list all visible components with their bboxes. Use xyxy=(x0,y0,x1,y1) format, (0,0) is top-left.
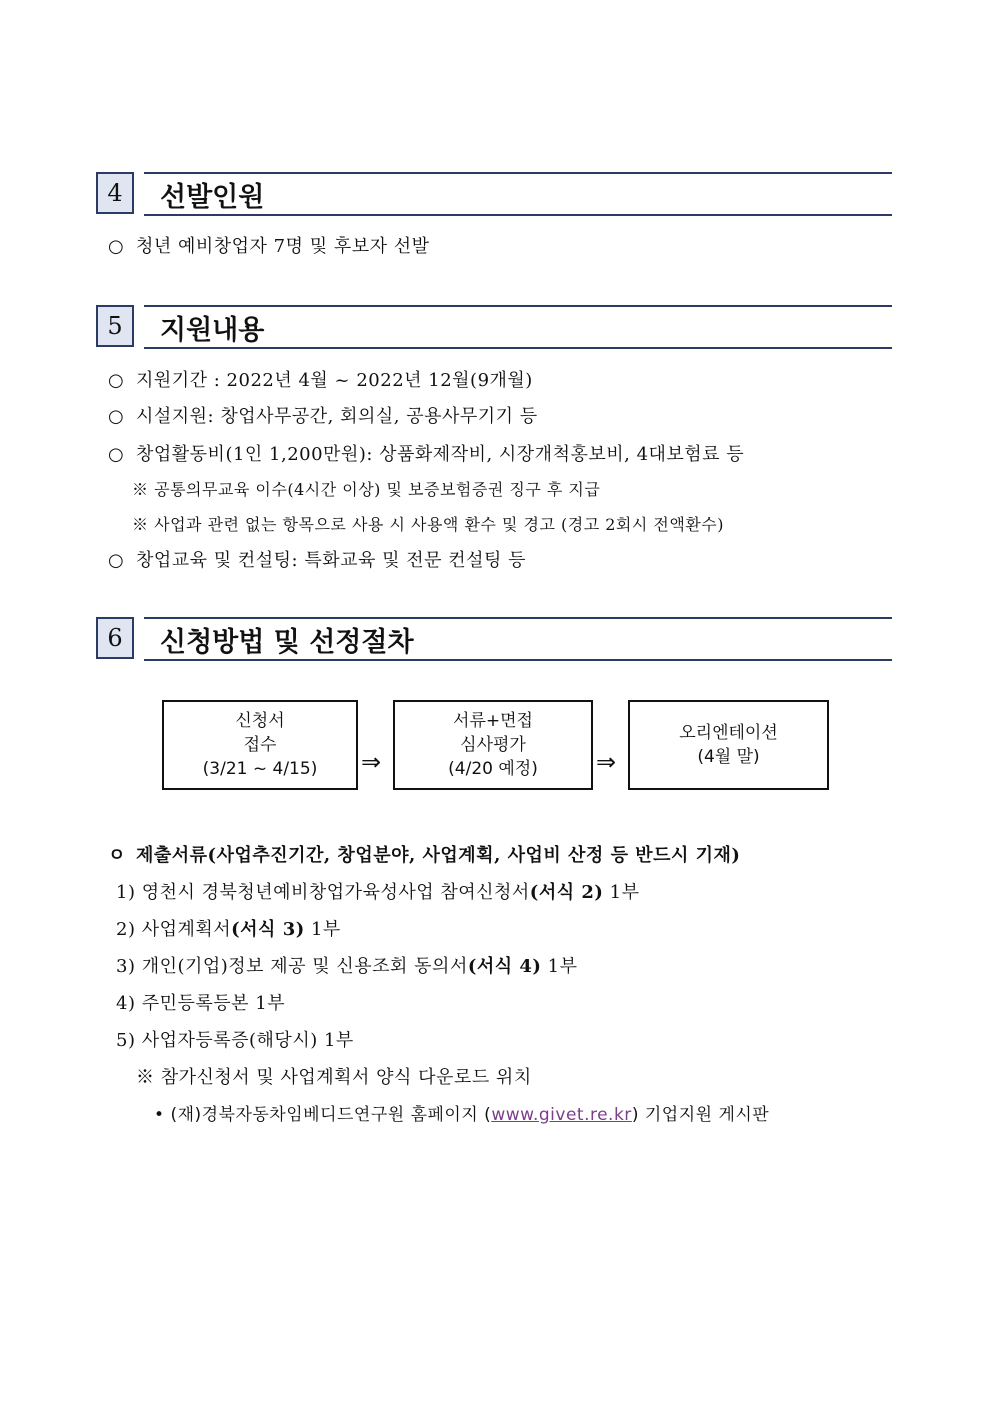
activity-note-1: ※ 공통의무교육 이수(4시간 이상) 및 보증보험증권 징구 후 지급 xyxy=(132,480,601,499)
bullet-icon: ㅇ xyxy=(108,845,126,866)
section-number-box: 5 xyxy=(96,305,134,347)
document-item-4: 4) 주민등록등본 1부 xyxy=(116,993,286,1014)
flow-arrow-icon: ⇒ xyxy=(596,748,617,776)
bullet-circle-icon: ○ xyxy=(108,236,125,257)
section-title: 선발인원 xyxy=(160,182,265,213)
bullet-circle-icon: ○ xyxy=(108,550,125,571)
header-rule-bottom xyxy=(144,214,892,216)
documents-heading: ㅇ 제출서류(사업추진기간, 창업분야, 사업계획, 사업비 산정 등 반드시 기재) xyxy=(108,841,740,867)
selection-count-item: ○ 청년 예비창업자 7명 및 후보자 선발 xyxy=(108,236,430,257)
bullet-dot-icon: • xyxy=(154,1105,165,1125)
header-rule-top xyxy=(144,617,892,619)
document-item-5: 5) 사업자등록증(해당시) 1부 xyxy=(116,1030,354,1051)
support-period-item: ○ 지원기간 : 2022년 4월 ~ 2022년 12월(9개월) xyxy=(108,370,533,391)
education-item: ○ 창업교육 및 컨설팅: 특화교육 및 전문 컨설팅 등 xyxy=(108,550,526,571)
activity-fund-item: ○ 창업활동비(1인 1,200만원): 상품화제작비, 시장개척홍보비, 4대보험료 등 xyxy=(108,444,745,465)
flow-step-review: 서류+면접 심사평가 (4/20 예정) xyxy=(393,700,593,790)
header-rule-bottom xyxy=(144,659,892,661)
bullet-circle-icon: ○ xyxy=(108,444,125,465)
flow-step-application: 신청서 접수 (3/21 ~ 4/15) xyxy=(162,700,358,790)
flow-arrow-icon: ⇒ xyxy=(361,748,382,776)
section-header-4 xyxy=(96,172,892,218)
flow-step-orientation: 오리엔테이션 (4월 말) xyxy=(628,700,829,790)
header-rule-top xyxy=(144,305,892,307)
section-number-box: 4 xyxy=(96,172,134,214)
section-title: 신청방법 및 선정절차 xyxy=(160,627,414,658)
section-title: 지원내용 xyxy=(160,315,265,346)
reference-mark-icon: ※ xyxy=(132,480,149,499)
download-note: ※ 참가신청서 및 사업계획서 양식 다운로드 위치 xyxy=(136,1067,532,1088)
section-header-5 xyxy=(96,305,892,351)
section-number-box: 6 xyxy=(96,617,134,659)
header-rule-bottom xyxy=(144,347,892,349)
bullet-circle-icon: ○ xyxy=(108,370,125,391)
website-link[interactable]: www.givet.re.kr xyxy=(491,1105,632,1125)
activity-note-2: ※ 사업과 관련 없는 항목으로 사용 시 사용액 환수 및 경고 (경고 2회시 전액환수) xyxy=(132,515,724,534)
reference-mark-icon: ※ xyxy=(132,515,149,534)
document-item-3: 3) 개인(기업)정보 제공 및 신용조회 동의서(서식 4) 1부 xyxy=(116,956,578,977)
reference-mark-icon: ※ xyxy=(136,1067,155,1088)
facility-support-item: ○ 시설지원: 창업사무공간, 회의실, 공용사무기기 등 xyxy=(108,406,538,427)
document-item-1: 1) 영천시 경북청년예비창업가육성사업 참여신청서(서식 2) 1부 xyxy=(116,882,640,903)
bullet-circle-icon: ○ xyxy=(108,406,125,427)
download-location: • (재)경북자동차임베디드연구원 홈페이지 (www.givet.re.kr) 기업지원 게시판 xyxy=(154,1105,770,1125)
header-rule-top xyxy=(144,172,892,174)
section-header-6 xyxy=(96,617,892,663)
document-item-2: 2) 사업계획서(서식 3) 1부 xyxy=(116,919,341,940)
